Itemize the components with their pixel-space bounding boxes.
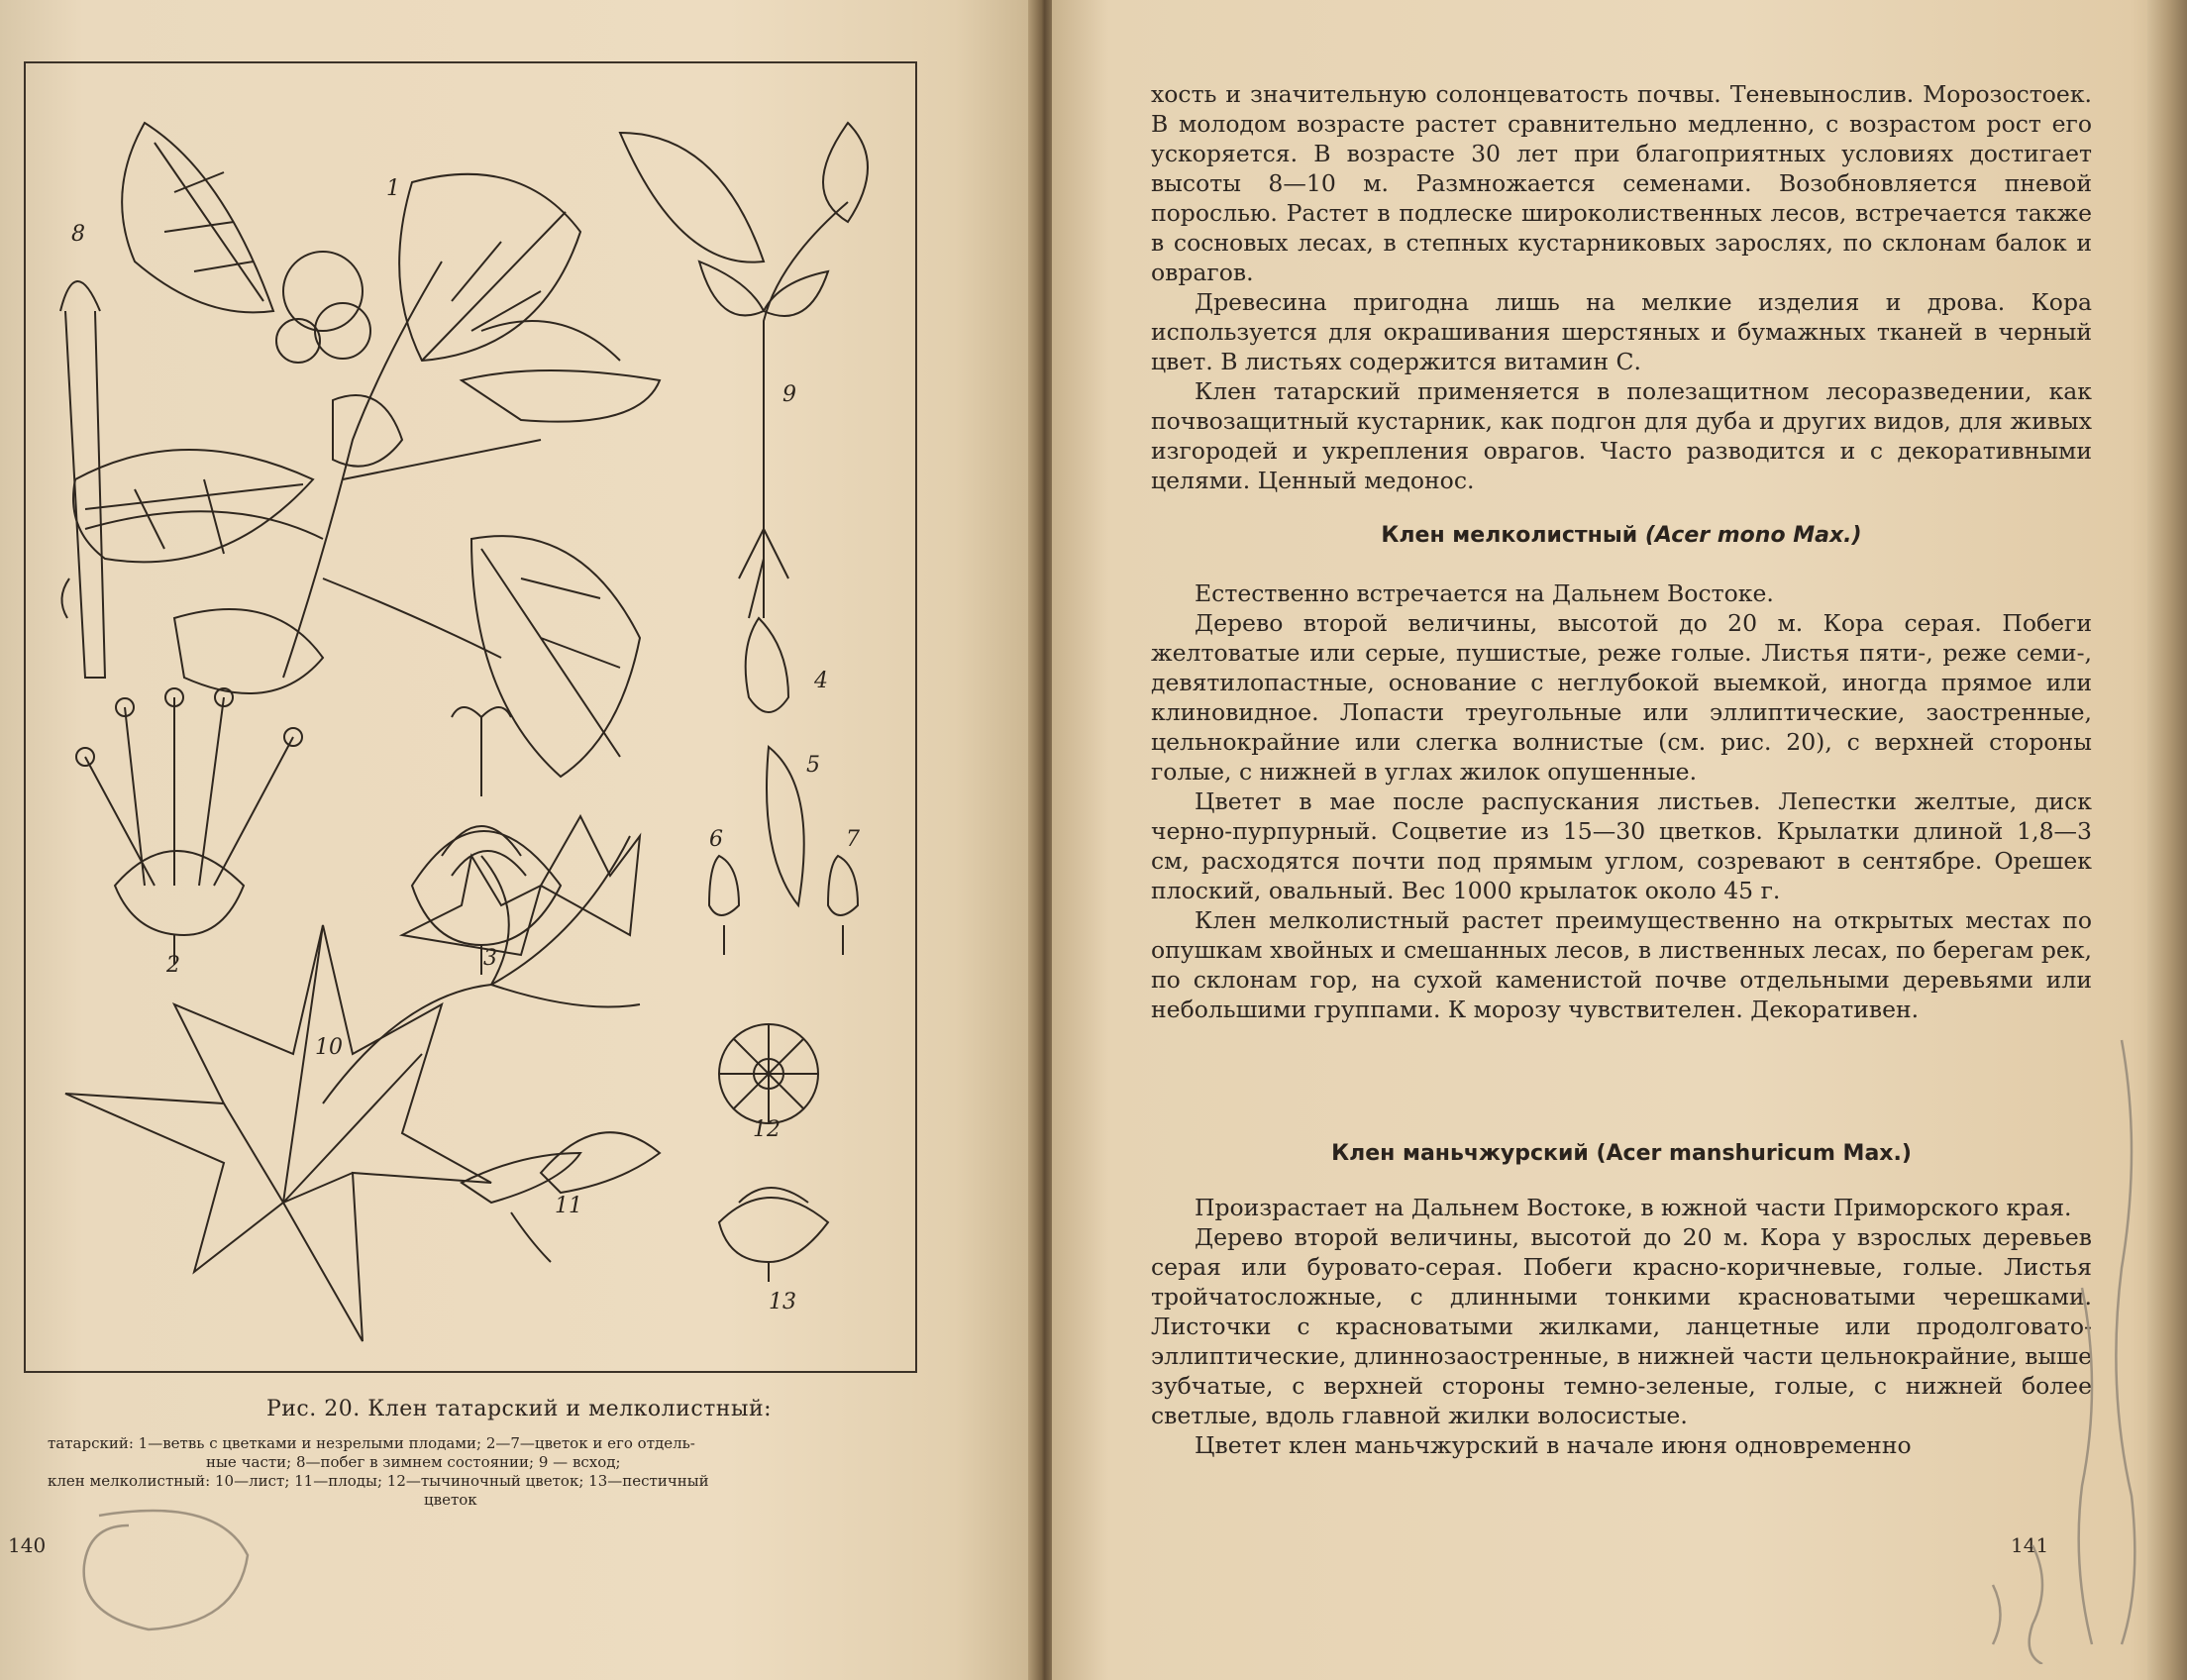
figure-number: 13 bbox=[769, 1290, 796, 1314]
flower-parts-drawings bbox=[709, 618, 858, 955]
figure-number: 5 bbox=[806, 753, 820, 778]
text-block-top bbox=[1151, 79, 2092, 495]
heading-latin: (Acer manshuricum Max.) bbox=[1596, 1141, 1912, 1166]
paragraph: хость и значительную солонцеватость почвы. Теневынослив. Морозостоек. В молодом возрасте растет сравнительно медленно, с возрастом рост его ускоряется. В возрасте 30 лет при благоприятных условиях достигает высоты 8—10 м. Размножается семенами. Возобновляется пневой порослью. Растет в подлеске широколиственных лесов, встречается также в сосновых лесах, в степных кустарниковых зарослях, по склонам балок и оврагов. bbox=[1151, 80, 2092, 286]
right-page bbox=[1052, 0, 2187, 1680]
legend-line: ные части; 8—побег в зимнем состоянии; 9 — всход; bbox=[206, 1453, 621, 1471]
legend-line: цветок bbox=[424, 1491, 477, 1509]
paragraph: Произрастает на Дальнем Востоке, в южной части Приморского края. bbox=[1195, 1194, 2072, 1221]
botanical-illustration bbox=[26, 63, 913, 1369]
page-edges bbox=[2147, 0, 2187, 1680]
maple-branch-drawing bbox=[73, 123, 660, 777]
legend-line: клен мелколистный: 10—лист; 11—плоды; 12—тычиночный цветок; 13—пестичный bbox=[48, 1472, 709, 1490]
section-heading-acer-mono bbox=[1151, 523, 2092, 548]
page-number: 141 bbox=[2011, 1533, 2049, 1557]
mono-leaf-drawing bbox=[65, 816, 660, 1341]
figure-number: 2 bbox=[166, 953, 180, 978]
left-page bbox=[0, 0, 1038, 1680]
figure-number: 7 bbox=[846, 827, 860, 852]
figure-number: 3 bbox=[483, 946, 497, 971]
figure-number: 1 bbox=[386, 176, 400, 201]
flower-drawings bbox=[76, 688, 561, 975]
page-number: 140 bbox=[8, 1533, 47, 1557]
paragraph: Клен мелколистный растет преимущественно на открытых местах по опушкам хвойных и смешанных лесов, в лиственных лесах, по берегам рек, по склонам гор, на сухой каменистой почве отдельными деревьями или небольшими группами. К морозу чувствителен. Декоративен. bbox=[1151, 906, 2092, 1023]
paragraph: Естественно встречается на Дальнем Востоке. bbox=[1195, 579, 1774, 607]
paragraph: Дерево второй величины, высотой до 20 м. Кора серая. Побеги желтоватые или серые, пушистые, реже голые. Листья пяти-, реже семи-, девятилопастные, основание с неглубокой выемкой, иногда прямое или клиновидное. Лопасти треугольные или эллиптические, заостренные, цельнокрайние или слегка волнистые (см. рис. 20), с верхней стороны голые, с нижней в углах жилок опушенные. bbox=[1151, 609, 2092, 786]
winter-shoot-drawing bbox=[60, 281, 105, 678]
figure-number: 9 bbox=[782, 382, 796, 407]
small-flower-drawings bbox=[719, 1024, 828, 1282]
paragraph: Древесина пригодна лишь на мелкие изделия и дрова. Кора используется для окрашивания шерстяных и бумажных тканей в черный цвет. В листьях содержится витамин С. bbox=[1151, 288, 2092, 375]
section-heading-acer-manshuricum bbox=[1151, 1141, 2092, 1166]
figure-number: 12 bbox=[753, 1117, 781, 1142]
figure-caption-title: Рис. 20. Клен татарский и мелколистный: bbox=[265, 1397, 773, 1421]
heading-name: Клен маньчжурский bbox=[1331, 1141, 1589, 1166]
heading-latin: (Acer mono Max.) bbox=[1644, 523, 1862, 548]
figure-number: 8 bbox=[71, 222, 85, 247]
seedling-drawing bbox=[620, 123, 868, 618]
legend-line: татарский: 1—ветвь с цветками и незрелыми плодами; 2—7—цветок и его отдель- bbox=[48, 1434, 695, 1452]
text-block-mid bbox=[1151, 578, 2092, 1024]
text-block-bottom bbox=[1151, 1193, 2092, 1460]
paragraph: Клен татарский применяется в полезащитном лесоразведении, как почвозащитный кустарник, как подгон для дуба и других видов, для живых изгородей и укрепления оврагов. Часто разводится и с декоративными целями. Ценный медонос. bbox=[1151, 377, 2092, 494]
figure-number: 11 bbox=[555, 1194, 582, 1218]
pencil-handwriting bbox=[1973, 1030, 2171, 1664]
figure-number: 10 bbox=[315, 1035, 343, 1060]
figure-number: 6 bbox=[709, 827, 723, 852]
pencil-scribble bbox=[69, 1496, 258, 1634]
figure-number: 4 bbox=[814, 669, 828, 693]
heading-name: Клен мелколистный bbox=[1381, 523, 1638, 548]
paragraph: Дерево второй величины, высотой до 20 м. Кора у взрослых деревьев серая или буровато-серая. Побеги красно-коричневые, голые. Листья тройчатосложные, с длинными тонкими красноватыми черешками. Листочки с красноватыми жилками, ланцетные или продолговато-эллиптические, длиннозаостренные, в нижней части цельнокрайние, выше зубчатые, с верхней стороны темно-зеленые, голые, с нижней более светлые, вдоль главной жилки волосистые. bbox=[1151, 1223, 2092, 1429]
paragraph: Цветет в мае после распускания листьев. Лепестки желтые, диск черно-пурпурный. Соцветие из 15—30 цветков. Крылатки длиной 1,8—3 см, расходятся почти под прямым углом, созревают в сентябре. Орешек плоский, овальный. Вес 1000 крылаток около 45 г. bbox=[1151, 788, 2092, 904]
paragraph: Цветет клен маньчжурский в начале июня одновременно bbox=[1195, 1431, 1912, 1459]
